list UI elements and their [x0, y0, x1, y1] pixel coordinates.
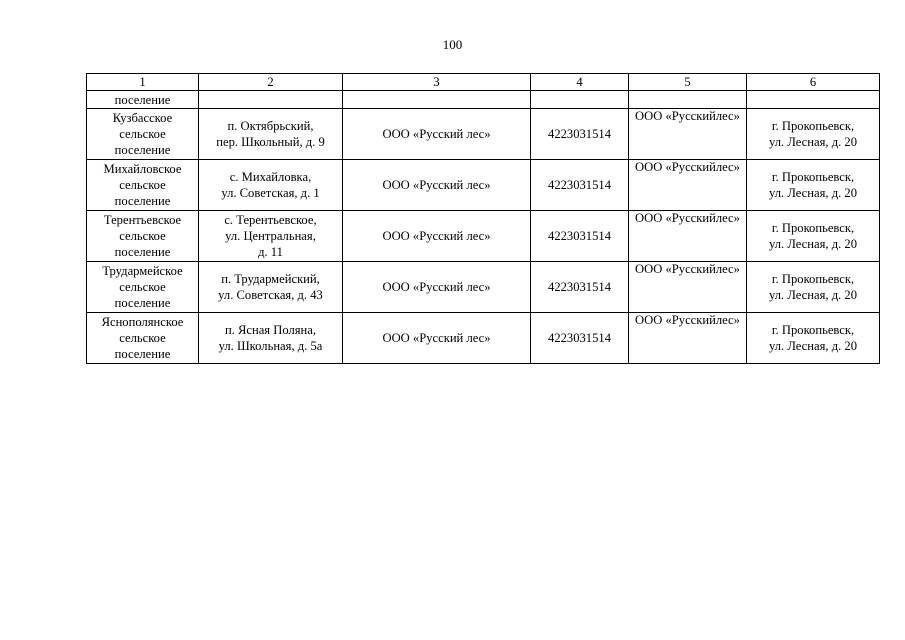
owner-cell-line: лес» — [715, 160, 740, 174]
table-row — [87, 211, 880, 262]
column-number: 1 — [87, 74, 199, 91]
table-row — [87, 262, 880, 313]
settlement-cell — [87, 313, 199, 364]
registry-table — [86, 73, 880, 364]
settlement-cell-line: сельское — [119, 331, 166, 345]
address-cell-line: п. Ясная Поляна, — [224, 323, 317, 337]
owner-cell-line: ООО «Русский — [635, 262, 716, 276]
settlement-cell-line: Михайловское — [103, 162, 182, 176]
owner-cell-line: лес» — [715, 211, 740, 225]
owner-cell-line: ООО «Русский — [635, 160, 716, 174]
address-cell-line: ул. Центральная, — [225, 229, 316, 243]
owner-cell — [629, 211, 747, 262]
column-number: 5 — [629, 74, 747, 91]
address-cell-line: с. Терентьевское, — [224, 213, 317, 227]
owner-address-cell-line: г. Прокопьевск, — [771, 119, 855, 133]
owner-address-cell-line: ул. Лесная, д. 20 — [769, 237, 857, 251]
address-cell-line: ул. Школьная, д. 5а — [218, 339, 323, 353]
address-cell-line: пер. Школьный, д. 9 — [216, 135, 325, 149]
tenant-cell: ООО «Русский лес» — [343, 211, 531, 262]
tenant-cell: ООО «Русский лес» — [343, 160, 531, 211]
owner-cell — [629, 313, 747, 364]
owner-address-cell — [747, 109, 880, 160]
registry-table-body — [87, 74, 880, 364]
table-row — [87, 160, 880, 211]
owner-cell — [629, 160, 747, 211]
continuation-cell — [199, 91, 343, 109]
owner-address-cell-line: г. Прокопьевск, — [771, 221, 855, 235]
address-cell-line: п. Октябрьский, — [227, 119, 314, 133]
owner-cell-line: ООО «Русский — [635, 211, 716, 225]
table-row — [87, 313, 880, 364]
settlement-cell-line: поселение — [114, 245, 171, 259]
owner-address-cell — [747, 160, 880, 211]
settlement-cell-line: сельское — [119, 229, 166, 243]
address-cell — [199, 313, 343, 364]
settlement-cell-line: поселение — [114, 194, 171, 208]
column-number: 6 — [747, 74, 880, 91]
address-cell-line: с. Михайловка, — [229, 170, 312, 184]
owner-cell-line: ООО «Русский — [635, 313, 716, 327]
inn-cell: 4223031514 — [531, 109, 629, 160]
settlement-cell-line: Кузбасское — [112, 111, 173, 125]
settlement-cell — [87, 211, 199, 262]
inn-cell: 4223031514 — [531, 262, 629, 313]
column-number-row — [87, 74, 880, 91]
owner-address-cell-line: г. Прокопьевск, — [771, 170, 855, 184]
continuation-row — [87, 91, 880, 109]
owner-address-cell — [747, 211, 880, 262]
column-number: 3 — [343, 74, 531, 91]
settlement-cell-line: Трудармейское — [102, 264, 183, 278]
settlement-cell-line: Яснополянское — [101, 315, 184, 329]
continuation-cell: поселение — [87, 91, 199, 109]
settlement-cell — [87, 160, 199, 211]
continuation-cell — [343, 91, 531, 109]
owner-text — [635, 262, 740, 286]
owner-cell-line: лес» — [715, 262, 740, 276]
owner-cell-line: лес» — [715, 313, 740, 327]
tenant-cell: ООО «Русский лес» — [343, 109, 531, 160]
settlement-cell — [87, 109, 199, 160]
owner-address-cell-line: ул. Лесная, д. 20 — [769, 288, 857, 302]
address-cell — [199, 160, 343, 211]
settlement-cell-line: сельское — [119, 280, 166, 294]
tenant-cell: ООО «Русский лес» — [343, 313, 531, 364]
owner-cell — [629, 262, 747, 313]
owner-cell-line: ООО «Русский — [635, 109, 716, 123]
settlement-cell-line: поселение — [114, 347, 171, 361]
owner-address-cell-line: г. Прокопьевск, — [771, 272, 855, 286]
owner-address-cell-line: ул. Лесная, д. 20 — [769, 339, 857, 353]
settlement-cell-line: поселение — [114, 296, 171, 310]
address-cell-line: ул. Советская, д. 43 — [218, 288, 323, 302]
owner-address-cell-line: г. Прокопьевск, — [771, 323, 855, 337]
address-cell — [199, 211, 343, 262]
owner-text — [635, 160, 740, 184]
owner-text — [635, 313, 740, 337]
address-cell — [199, 262, 343, 313]
owner-address-cell-line: ул. Лесная, д. 20 — [769, 186, 857, 200]
continuation-cell — [531, 91, 629, 109]
settlement-cell-line: сельское — [119, 127, 166, 141]
inn-cell: 4223031514 — [531, 313, 629, 364]
owner-text — [635, 109, 740, 133]
settlement-cell-line: сельское — [119, 178, 166, 192]
owner-text — [635, 211, 740, 235]
address-cell-line: п. Трудармейский, — [221, 272, 320, 286]
address-cell — [199, 109, 343, 160]
table-row — [87, 109, 880, 160]
address-cell-line: д. 11 — [258, 245, 283, 259]
inn-cell: 4223031514 — [531, 211, 629, 262]
settlement-cell — [87, 262, 199, 313]
tenant-cell: ООО «Русский лес» — [343, 262, 531, 313]
settlement-cell-line: Терентьевское — [103, 213, 182, 227]
continuation-cell — [629, 91, 747, 109]
page-number: 100 — [442, 37, 463, 52]
owner-address-cell — [747, 313, 880, 364]
column-number: 4 — [531, 74, 629, 91]
settlement-cell-line: поселение — [114, 143, 171, 157]
owner-address-cell — [747, 262, 880, 313]
owner-cell-line: лес» — [715, 109, 740, 123]
inn-cell: 4223031514 — [531, 160, 629, 211]
owner-address-cell-line: ул. Лесная, д. 20 — [769, 135, 857, 149]
continuation-cell — [747, 91, 880, 109]
column-number: 2 — [199, 74, 343, 91]
address-cell-line: ул. Советская, д. 1 — [221, 186, 320, 200]
owner-cell — [629, 109, 747, 160]
